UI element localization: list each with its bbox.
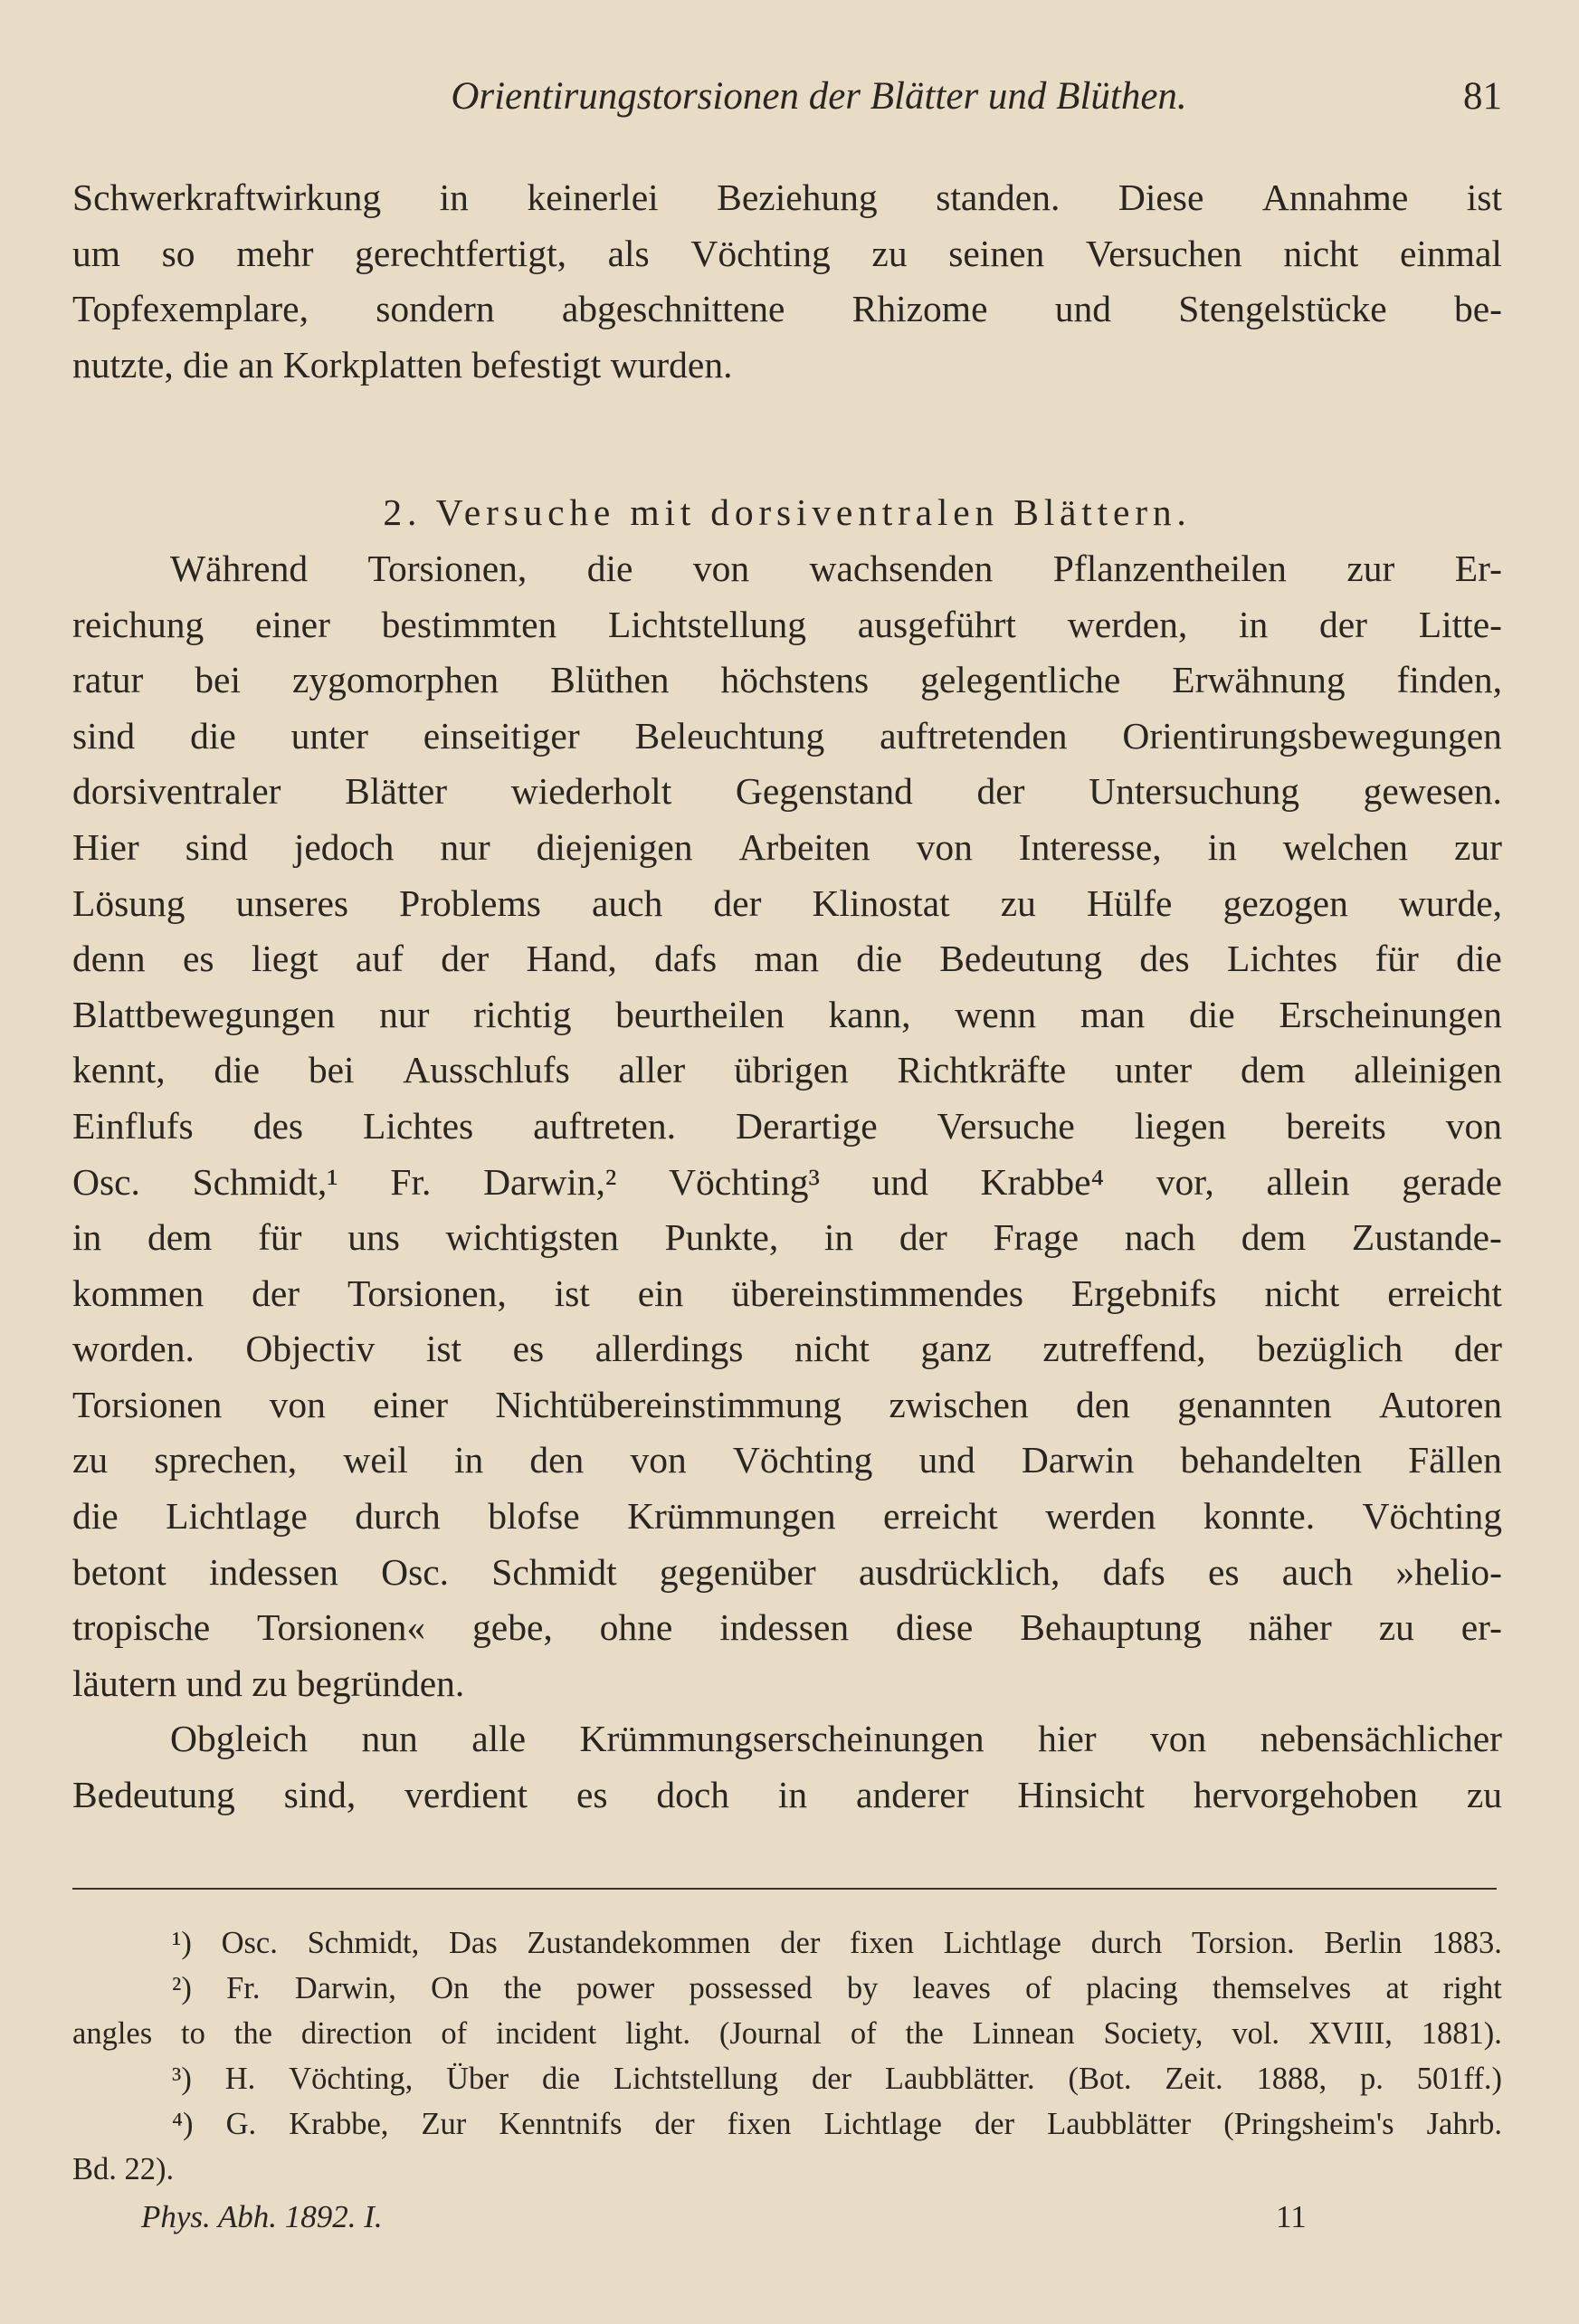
text-line: Blattbewegungen nur richtig beurtheilen kann, wenn man die Erscheinungen [72, 993, 1502, 1035]
footnote-3: ³) H. Vöchting, Über die Lichtstellung der Laubblätter. (Bot. Zeit. 1888, p. 501ff.) [172, 2062, 1502, 2096]
footer-source: Phys. Abh. 1892. I. [141, 2199, 383, 2234]
text-line: reichung einer bestimmten Lichtstellung ausgeführt werden, in der Litte- [72, 603, 1502, 645]
text-line: zu sprechen, weil in den von Vöchting und Darwin behandelten Fällen [72, 1439, 1502, 1481]
footnote-4: ⁴) G. Krabbe, Zur Kenntnifs der fixen Lichtlage der Laubblätter (Pringsheim's Jahrb. [172, 2107, 1502, 2141]
signature-mark: 11 [1276, 2199, 1307, 2234]
footnote-2-cont: angles to the direction of incident light. (Journal of the Linnean Society, vol. XVIII, 1881). [72, 2016, 1502, 2051]
text-line: betont indessen Osc. Schmidt gegenüber ausdrücklich, dafs es auch »helio- [72, 1550, 1502, 1593]
page-header [72, 74, 1502, 129]
text-line: in dem für uns wichtigsten Punkte, in der Frage nach dem Zustande- [72, 1216, 1502, 1259]
text-line: Obgleich nun alle Krümmungserscheinungen hier von nebensächlicher [170, 1718, 1502, 1760]
text-line: kennt, die bei Ausschlufs aller übrigen Richtkräfte unter dem alleinigen [72, 1049, 1502, 1091]
text-line: Torsionen von einer Nichtübereinstimmung zwischen den genannten Autoren [72, 1383, 1502, 1425]
text-line: kommen der Torsionen, ist ein übereinstimmendes Ergebnifs nicht erreicht [72, 1272, 1502, 1314]
text-line: um so mehr gerechtfertigt, als Vöchting zu seinen Versuchen nicht einmal [72, 232, 1502, 274]
text-line: Schwerkraftwirkung in keinerlei Beziehung standen. Diese Annahme ist [72, 176, 1502, 218]
paragraph-3 [72, 1711, 1502, 1823]
text-line: Topfexemplare, sondern abgeschnittene Rhizome und Stengelstücke be- [72, 288, 1502, 330]
text-line: Einflufs des Lichtes auftreten. Derartige Versuche liegen bereits von [72, 1104, 1502, 1147]
footnote-rule [72, 1888, 1497, 1890]
footnotes [72, 1920, 1502, 2192]
page-footer [72, 2199, 1502, 2253]
paragraph-2 [72, 541, 1502, 1711]
text-line: Osc. Schmidt,¹ Fr. Darwin,² Vöchting³ und Krabbe⁴ vor, allein gerade [72, 1160, 1502, 1203]
text-line: Lösung unseres Problems auch der Klinostat zu Hülfe gezogen wurde, [72, 881, 1502, 924]
text-line: dorsiventraler Blätter wiederholt Gegenstand der Untersuchung gewesen. [72, 770, 1502, 813]
running-title: Orientirungstorsionen der Blätter und Blüthen. [451, 75, 1187, 118]
text-line: denn es liegt auf der Hand, dafs man die Bedeutung des Lichtes für die [72, 938, 1502, 980]
text-line: worden. Objectiv ist es allerdings nicht ganz zutreffend, bezüglich der [72, 1328, 1502, 1370]
text-line: ratur bei zygomorphen Blüthen höchstens gelegentliche Erwähnung finden, [72, 659, 1502, 701]
body-text [72, 170, 1502, 1824]
text-line: Hier sind jedoch nur diejenigen Arbeiten von Interesse, in welchen zur [72, 825, 1502, 868]
text-line: nutzte, die an Korkplatten befestigt wurden. [72, 343, 733, 386]
text-line: tropische Torsionen« gebe, ohne indessen diese Behauptung näher zu er- [72, 1606, 1502, 1649]
text-line: sind die unter einseitiger Beleuchtung auftretenden Orientirungsbewegungen [72, 714, 1502, 757]
text-line: Bedeutung sind, verdient es doch in anderer Hinsicht hervorgehoben zu [72, 1774, 1502, 1816]
footnote-1: ¹) Osc. Schmidt, Das Zustandekommen der fixen Lichtlage durch Torsion. Berlin 1883. [172, 1926, 1502, 1960]
section-title: 2. Versuche mit dorsiventralen Blättern. [383, 491, 1192, 534]
page-number: 81 [1463, 75, 1502, 118]
footnote-2: ²) Fr. Darwin, On the power possessed by leaves of placing themselves at right [172, 1971, 1502, 2005]
text-line: Während Torsionen, die von wachsenden Pflanzentheilen zur Er- [170, 547, 1502, 589]
paragraph-1 [72, 170, 1502, 393]
text-line: die Lichtlage durch blofse Krümmungen erreicht werden konnte. Vöchting [72, 1495, 1502, 1538]
text-line: läutern und zu begründen. [72, 1662, 465, 1704]
footnote-4-cont: Bd. 22). [72, 2152, 175, 2186]
